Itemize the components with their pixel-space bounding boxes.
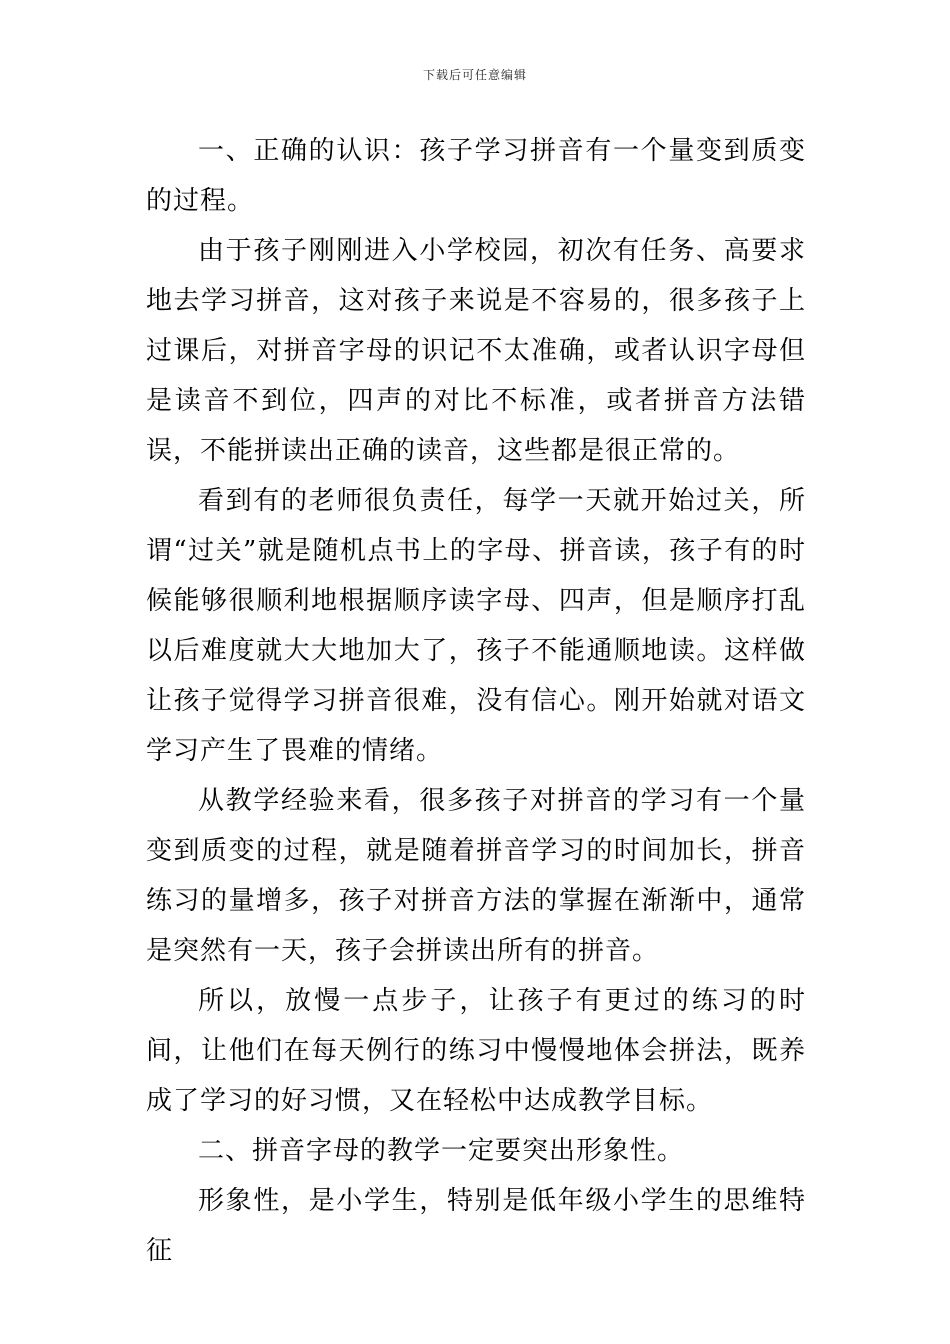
paragraph-section-one-heading: 一、正确的认识：孩子学习拼音有一个量变到质变的过程。 — [146, 136, 806, 216]
paragraph: 由于孩子刚刚进入小学校园，初次有任务、高要求地去学习拼音，这对孩子来说是不容易的，很多孩子上过课后，对拼音字母的识记不太准确，或者认识字母但是读音不到位，四声的对比不标准，或者拼音方法错误，不能拼读出正确的读音，这些都是很正常的。 — [146, 236, 806, 466]
paragraph: 所以，放慢一点步子，让孩子有更过的练习的时间，让他们在每天例行的练习中慢慢地体会拼法，既养成了学习的好习惯，又在轻松中达成教学目标。 — [146, 986, 806, 1116]
paragraph: 形象性，是小学生，特别是低年级小学生的思维特征 — [146, 1186, 806, 1266]
header-note: 下载后可任意编辑 — [422, 68, 527, 82]
document-body — [146, 126, 806, 1276]
paragraph: 看到有的老师很负责任，每学一天就开始过关，所谓“过关”就是随机点书上的字母、拼音读，孩子有的时候能够很顺利地根据顺序读字母、四声，但是顺序打乱以后难度就大大地加大了，孩子不能通顺地读。这样做让孩子觉得学习拼音很难，没有信心。刚开始就对语文学习产生了畏难的情绪。 — [146, 486, 806, 766]
paragraph: 从教学经验来看，很多孩子对拼音的学习有一个量变到质变的过程，就是随着拼音学习的时间加长，拼音练习的量增多，孩子对拼音方法的掌握在渐渐中，通常是突然有一天，孩子会拼读出所有的拼音。 — [146, 786, 806, 966]
paragraph-section-two-heading: 二、拼音字母的教学一定要突出形象性。 — [198, 1136, 685, 1166]
